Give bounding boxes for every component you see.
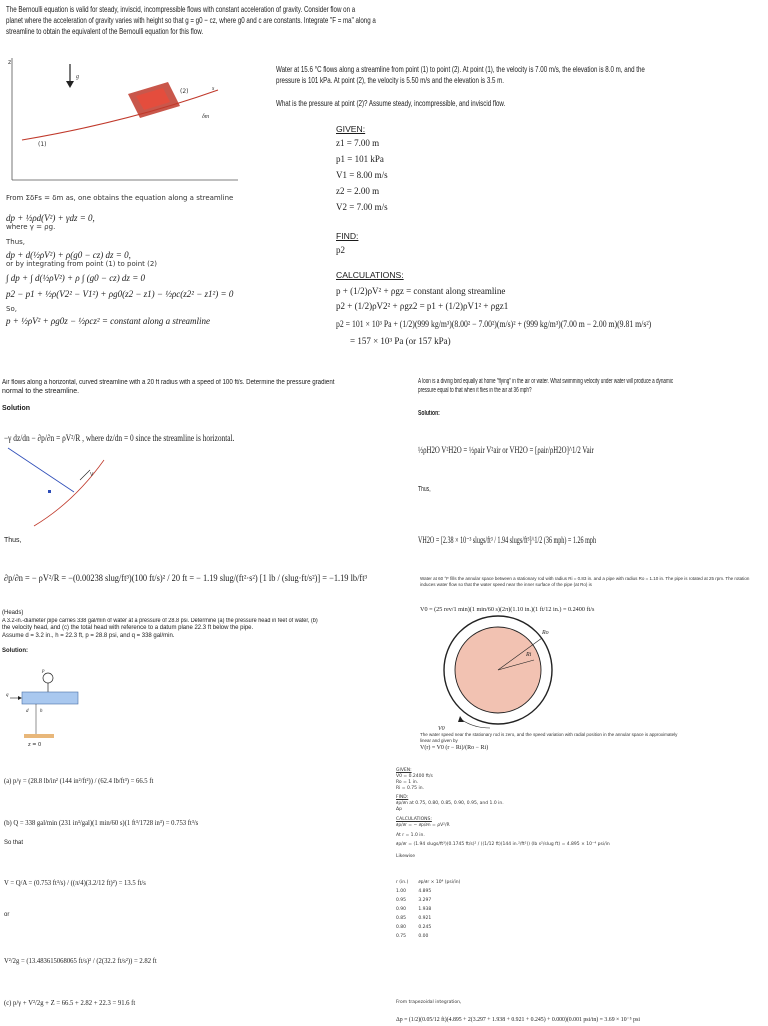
pipe-h-label: h — [40, 709, 43, 714]
loon-thus: Thus, — [418, 486, 431, 493]
annulus-dp-wrap — [396, 1008, 648, 1026]
annulus-q: Water at 60 °F fills the annular space between a stationary rod with radius Ri = 0.83 in. and a pipe with radius Ro = 1.10 in. The pipe is rotated at 25 rpm. The rotation induces water flow so that the water speed near the inner surface of the pipe (at Ro) is — [420, 576, 750, 587]
table-header-r: r (in.) — [396, 880, 409, 885]
water-g1: z1 = 7.00 m — [336, 138, 380, 148]
water-c1: p + (1/2)ρV² + ρgz = constant along streamline — [336, 286, 506, 296]
gravity-arrow-head — [66, 81, 74, 88]
pipe-d-label: d — [26, 709, 29, 714]
water-g2: p1 = 101 kPa — [336, 154, 384, 164]
intro-line-2: planet where the acceleration of gravity varies with height so that g = g0 − cz, where g0 and c are constants. Integrate "F = ma" along a — [6, 15, 376, 25]
table-row: 1.00 4.895 — [396, 889, 432, 894]
loon-eq1-wrap — [418, 440, 649, 458]
dm-label: δm — [202, 114, 210, 120]
heads-c: (c) p/γ + V²/2g + Z = 66.5 + 2.82 + 22.3 = 91.6 ft — [4, 999, 136, 1007]
loon-problem — [418, 378, 766, 418]
loon-q2: pressure equal to that when it flies in the air at 36 mph? — [418, 386, 532, 394]
annulus-problem — [420, 576, 764, 588]
air-solution: Solution — [2, 404, 30, 412]
air-thus: Thus, — [4, 537, 22, 544]
gravity-label: g — [76, 74, 79, 80]
ro-label: Ro — [542, 630, 549, 636]
water-c2: p2 + (1/2)ρV2² + ρgz2 = p1 + (1/2)ρV1² + ρgz1 — [336, 301, 509, 311]
pipe-body — [22, 692, 78, 704]
heads-a: (a) p/γ = (28.8 lb/in² (144 in²/ft²)) / (62.4 lb/ft³) = 66.5 ft — [4, 777, 154, 785]
loon-eq2: VH2O = [2.38 × 10⁻³ slugs/ft³ / 1.94 slugs/ft³]^1/2 (36 mph) = 1.26 mph — [418, 535, 597, 545]
heads-q1: A 3.2-in.-diameter pipe carries 338 gal/min of water at a pressure of 28.8 psi. Determine (a) the pressure head in feet of water, (b) — [2, 617, 318, 624]
pipe-p-label: p — [42, 669, 45, 674]
water-q1: Water at 15.6 °C flows along a streamline from point (1) to point (2). At point (1), the velocity is 7.00 m/s, the elevation is 8.0 m, and the — [276, 64, 645, 74]
heads-a-wrap — [4, 770, 161, 788]
loon-eq1: ½ρH2O V²H2O = ½ρair V²air or VH2O = [ρair/ρH2O]^1/2 Vair — [418, 445, 594, 455]
table-row: 0.80 0.245 — [396, 925, 432, 930]
pressure-gauge — [43, 673, 53, 683]
deriv-eq2: dp + d(½ρV²) + ρ(g0 − cz) dz = 0, — [6, 250, 131, 261]
deriv-eq1: dp + ½ρd(V²) + γdz = 0, — [6, 212, 95, 223]
water-given — [336, 124, 456, 281]
streamline-figure — [8, 56, 268, 186]
table-header-row — [396, 880, 470, 885]
heads-c-wrap — [4, 992, 142, 1010]
table-header-grad: ∂p/∂r × 10⁴ (psi/in) — [418, 880, 461, 885]
heads-v-wrap — [4, 872, 153, 890]
air-eq2-wrap — [4, 568, 394, 586]
water-q2: pressure is 101 kPa. At point (2), the velocity is 5.50 m/s and the elevation is 3.5 m. — [276, 75, 505, 85]
datum-plane — [24, 734, 54, 738]
annulus-v0: V0 = (25 rev/1 min)(1 min/60 s)(2π)(1.10 in.)(1 ft/12 in.) = 0.2400 ft/s — [420, 606, 595, 613]
pressure-gradient-table — [396, 880, 470, 939]
annulus-figure — [434, 612, 564, 738]
annulus-given: GIVEN: V0 = 0.2400 ft/s Ro = 1 in. Ri = 0.75 in. FIND: ∂p/∂n at 0.75, 0.80, 0.85, 0.90, 0.95, and 1.0 in. Δp CALCULATIONS: ∂p/∂r = − ∂p/∂n = ρV²/R At r = 1.0 in. ∂p/∂r = (1.94 slugs/ft³)(0.1745 ft/s)² / ((1/12 ft)(144 in.²/ft²)) (lb s²/slug ft) = 4.895 × 10⁻⁴ psi/in Likewise — [396, 768, 610, 860]
air-q1: Air flows along a horizontal, curved streamline with a 20 ft radius with a speed of 100 ft/s. Determine the pressure gradient — [2, 379, 335, 386]
deriv-orint: or by integrating from point (1) to point (2) — [6, 260, 158, 269]
heads-b: (b) Q = 338 gal/min (231 in³/gal)(1 min/60 s)(1 ft³/1728 in³) = 0.753 ft³/s — [4, 819, 199, 827]
z-axis-label: z — [8, 59, 12, 66]
flow-arrow-head — [18, 696, 22, 700]
air-eq2: ∂p/∂n = − ρV²/R = −(0.00238 slug/ft³)(100 ft/s)² / 20 ft = − 1.19 slug/(ft²·s²) [1 lb / (slug·ft/s²)] = −1.19 lb/ft³ — [4, 573, 368, 583]
pipe-q-label: q — [6, 693, 9, 698]
velocity-label: V — [90, 472, 94, 478]
datum-label: z = 0 — [28, 742, 42, 748]
water-f1: p2 — [336, 245, 345, 255]
water-g3: V1 = 8.00 m/s — [336, 170, 388, 180]
heads-vh: V²/2g = (13.483615068065 ft/s)² / (2(32.2 ft/s²)) = 2.82 ft — [4, 957, 157, 965]
element-marker — [48, 490, 51, 493]
s-label: s — [212, 86, 215, 92]
v0-label: V0 — [438, 726, 445, 732]
heads-problem — [2, 610, 416, 656]
annulus-trap: From trapezoidal integration, — [396, 1000, 462, 1005]
water-c4: = 157 × 10³ Pa (or 157 kPa) — [350, 336, 451, 346]
air-q2: normal to the streamline. — [2, 387, 80, 395]
water-problem — [276, 64, 764, 109]
annulus-near: The water speed near the stationary rod is zero, and the speed variation with radial position in the annular space is approximately linear and given by — [420, 732, 678, 743]
deriv-so: So, — [6, 305, 17, 313]
table-row: 0.85 0.921 — [396, 916, 432, 921]
deriv-from: From ΣδFs = δm as, one obtains the equation along a streamline — [6, 194, 234, 202]
ri-label: Ri — [526, 652, 532, 658]
pipe-figure — [6, 668, 86, 748]
heads-q2: the velocity head, and (c) the total head with reference to a datum plane 22.3 ft below the pipe. — [2, 625, 254, 631]
heads-sothat: So that — [4, 840, 24, 846]
curved-streamline-figure — [4, 442, 134, 532]
loon-eq2-wrap — [418, 530, 680, 548]
intro-line-3: streamline to obtain the equivalent of the Bernoulli equation for this flow. — [6, 26, 204, 36]
air-problem — [2, 379, 412, 413]
water-g5: V2 = 7.00 m/s — [336, 202, 388, 212]
loon-solution: Solution: — [418, 409, 440, 417]
annulus-vr: V(r) = V0 (r − Ri)/(Ro − Ri) — [420, 745, 489, 751]
water-g4: z2 = 2.00 m — [336, 186, 380, 196]
annulus-dp: Δp = (1/2)(0.05/12 ft)(4.895 + 2(3.297 + 1.938 + 0.921 + 0.245) + 0.000)(0.001 psi/in) = 3.69 × 10⁻⁵ psi — [396, 1017, 640, 1023]
deriv-where: where γ = ρg. — [6, 222, 56, 231]
intro-text — [6, 4, 566, 37]
water-q3: What is the pressure at point (2)? Assume steady, incompressible, and inviscid flow. — [276, 98, 506, 108]
streamline-path — [22, 90, 218, 140]
table-row: 0.95 3.297 — [396, 898, 432, 903]
air-eq1: −γ dz/dn − ∂p/∂n = ρV²/R , where dz/dn = 0 since the streamline is horizontal. — [4, 433, 235, 443]
water-given-heading: GIVEN: — [336, 124, 366, 134]
loon-q1: A loon is a diving bird equally at home "flying" in the air or water. What swimming velocity under water will produce a dynamic — [418, 378, 674, 385]
radius-line — [8, 448, 74, 492]
heads-solution: Solution: — [2, 648, 28, 654]
table-row: 0.90 1.938 — [396, 907, 432, 912]
heads-title: (Heads) — [2, 610, 24, 616]
deriv-eq5: p + ½ρV² + ρg0z − ½ρcz² = constant along a streamline — [6, 315, 211, 326]
intro-line-1: The Bernoulli equation is valid for steady, inviscid, incompressible flows with constant acceleration of gravity. Consider flow on a — [6, 4, 356, 14]
heads-b-wrap — [4, 812, 209, 830]
rotation-arrow — [462, 720, 490, 728]
heads-or: or — [4, 912, 10, 918]
rotation-arrow-head — [458, 716, 464, 722]
deriv-eq4: p2 − p1 + ½ρ(V2² − V1²) + ρg0(z2 − z1) − ½ρc(z2² − z1²) = 0 — [6, 289, 234, 299]
table-row: 0.75 0.00 — [396, 934, 429, 939]
water-calculations — [336, 284, 766, 350]
heads-vh-wrap — [4, 950, 165, 968]
water-calc-heading: CALCULATIONS: — [336, 270, 404, 280]
water-find-heading: FIND: — [336, 231, 359, 241]
water-c3: p2 = 101 × 10³ Pa + (1/2)(999 kg/m³)(8.00² − 7.00²)(m/s)² + (999 kg/m³)(7.00 m − 2.00 m)(9.81 m/s²) — [336, 319, 652, 329]
point-2-label: (2) — [180, 88, 189, 95]
deriv-eq3: ∫ dp + ∫ d(½ρV²) + ρ ∫ (g0 − cz) dz = 0 — [6, 273, 146, 283]
point-1-label: (1) — [38, 141, 47, 148]
deriv-thus: Thus, — [6, 237, 26, 246]
heads-v: V = Q/A = (0.753 ft³/s) / ((π/4)(3.2/12 ft)²) = 13.5 ft/s — [4, 879, 146, 887]
heads-q3: Assume d = 3.2 in., h = 22.3 ft, p = 28.8 psi, and q = 338 gal/min. — [2, 632, 175, 639]
derivation-block — [6, 194, 336, 326]
velocity-arrow — [80, 470, 90, 480]
curved-streamline — [34, 460, 104, 526]
